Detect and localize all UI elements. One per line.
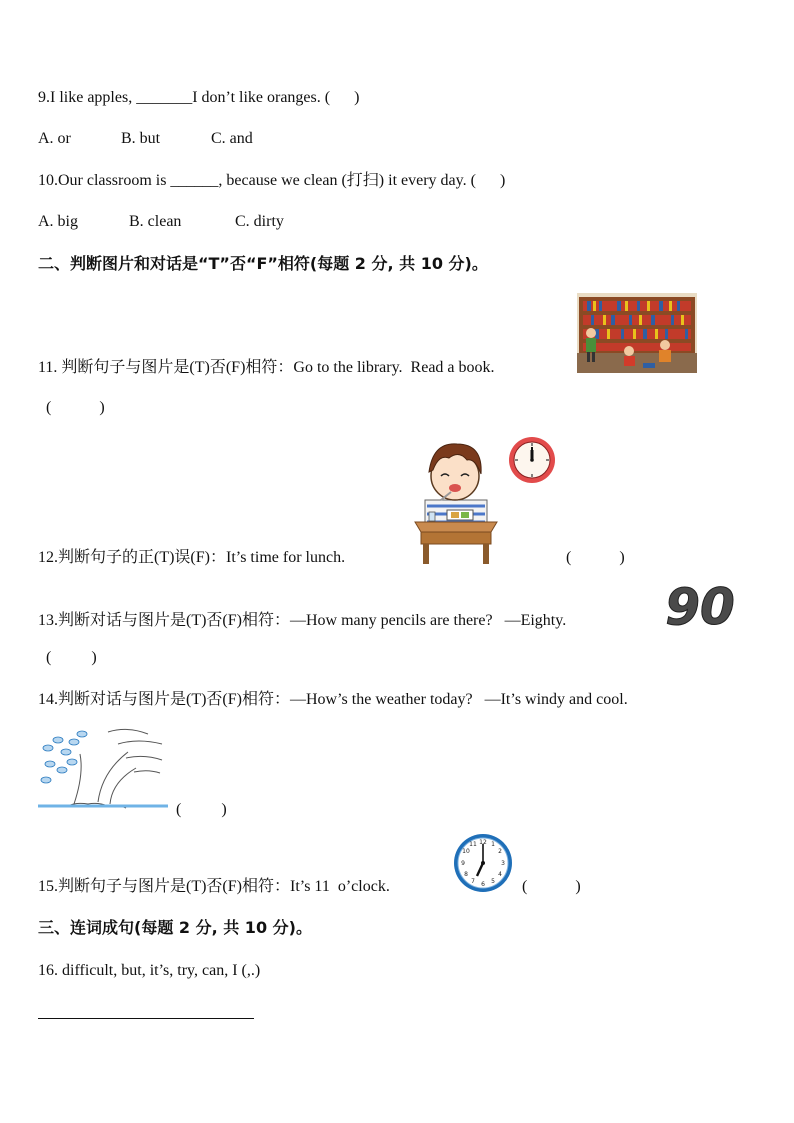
question-13: 13.判断对话与图片是(T)否(F)相符：—How many pencils are there? —Eighty. <box>38 612 567 629</box>
svg-text:5: 5 <box>491 878 495 885</box>
q11-answer-blank[interactable]: ( ) <box>46 399 105 416</box>
svg-text:12: 12 <box>479 839 487 846</box>
library-picture <box>577 293 697 373</box>
question-12: 12.判断句子的正(T)误(F)：It’s time for lunch. <box>38 549 346 566</box>
svg-text:2: 2 <box>498 848 502 855</box>
clock-seven-picture <box>452 832 514 894</box>
svg-text:1: 1 <box>491 841 495 848</box>
q10-option-a: A. big <box>38 213 78 230</box>
boy-eating-lunch-picture <box>411 436 501 566</box>
q12-answer-blank[interactable]: ( ) <box>566 549 625 566</box>
section-3-heading: 三、连词成句(每题 2 分, 共 10 分)。 <box>38 918 312 937</box>
q9-option-b: B. but <box>121 130 161 147</box>
q10-option-b: B. clean <box>129 213 182 230</box>
svg-text:3: 3 <box>501 860 505 867</box>
question-15: 15.判断句子与图片是(T)否(F)相符：It’s 11 o’clock. <box>38 878 390 895</box>
question-9: 9.I like apples, _______I don’t like oranges. ( ) <box>38 89 360 106</box>
svg-text:9: 9 <box>461 860 465 867</box>
question-11: 11. 判断句子与图片是(T)否(F)相符：Go to the library. Read a book. <box>38 359 495 376</box>
svg-text:8: 8 <box>464 871 468 878</box>
q9-option-c: C. and <box>211 130 253 147</box>
clock-twelve-picture <box>507 435 557 485</box>
question-14: 14.判断对话与图片是(T)否(F)相符：—How’s the weather today? —It’s windy and cool. <box>38 691 628 708</box>
q15-answer-blank[interactable]: ( ) <box>522 878 581 895</box>
q10-option-c: C. dirty <box>235 213 284 230</box>
svg-text:11: 11 <box>469 841 477 848</box>
svg-text:10: 10 <box>462 848 470 855</box>
svg-text:6: 6 <box>481 881 485 888</box>
windy-tree-picture <box>38 722 168 812</box>
q9-option-a: A. or <box>38 130 71 147</box>
number-ninety-text: 90 <box>665 580 734 630</box>
q14-answer-blank[interactable]: ( ) <box>176 801 227 818</box>
question-10: 10.Our classroom is ______, because we clean (打扫) it every day. ( ) <box>38 172 506 189</box>
q13-answer-blank[interactable]: ( ) <box>46 649 97 666</box>
svg-text:7: 7 <box>471 878 475 885</box>
question-16: 16. difficult, but, it’s, try, can, I (,.) <box>38 962 261 979</box>
q16-answer-line[interactable] <box>38 1018 254 1019</box>
svg-text:4: 4 <box>498 871 502 878</box>
number-ninety-picture <box>664 580 734 630</box>
section-2-heading: 二、判断图片和对话是“T”否“F”相符(每题 2 分, 共 10 分)。 <box>38 254 488 273</box>
